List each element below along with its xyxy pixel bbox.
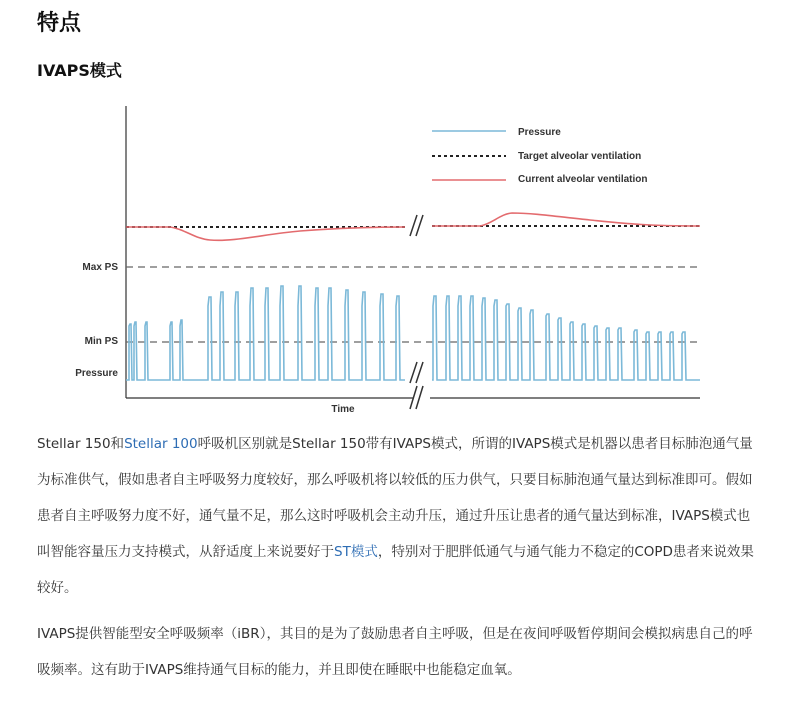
- para1-text-1: Stellar 150和: [37, 436, 125, 452]
- current-ventilation-curve-right: [432, 213, 700, 226]
- stellar-100-link[interactable]: Stellar 100: [124, 436, 198, 452]
- pressure-waveform-left: [126, 286, 405, 380]
- trace-break-mark-2: [416, 215, 423, 236]
- ivaps-diagram: [60, 96, 720, 426]
- min-ps-label: Min PS: [84, 336, 118, 347]
- time-axis-label: Time: [331, 404, 355, 415]
- legend-pressure-label: Pressure: [518, 127, 561, 138]
- trace-break-mark-1: [410, 215, 417, 236]
- legend-current-label: Current alveolar ventilation: [518, 174, 648, 185]
- pressure-axis-label: Pressure: [75, 368, 118, 379]
- legend-target-label: Target alveolar ventilation: [518, 151, 642, 162]
- page-heading: 特点: [37, 11, 82, 36]
- axis-break-mark-2: [416, 386, 423, 409]
- current-ventilation-curve-left: [126, 227, 405, 240]
- para1-text-3: ，特别对于肥胖低通气与通气能力不稳定的COPD患者来说效果较好。: [37, 544, 754, 596]
- ivaps-figure: [60, 96, 720, 426]
- pressure-break-mark-1: [410, 362, 417, 383]
- pressure-waveform-right: [432, 296, 700, 380]
- section-heading: IVAPS模式: [37, 61, 122, 80]
- max-ps-label: Max PS: [82, 262, 118, 273]
- st-mode-link[interactable]: ST模式: [334, 544, 378, 560]
- pressure-break-mark-2: [416, 362, 423, 383]
- paragraph-ibr: IVAPS提供智能型安全呼吸频率（iBR），其目的是为了鼓励患者自主呼吸，但是在夜间呼吸暂停期间会模拟病患自己的呼吸频率。这有助于IVAPS维持通气目标的能力，并且即使在睡眠中也能稳定血氧。: [37, 626, 753, 678]
- para1-text-2: 呼吸机区别就是Stellar 150带有IVAPS模式，所谓的IVAPS模式是机器以患者目标肺泡通气量为标准供气，假如患者自主呼吸努力度较好，那么呼吸机将以较低的压力供气，只要目标肺泡通气量达到标准即可。假如患者自主呼吸努力度不好，通气量不足，那么这时呼吸机会主动升压，通过升压让患者的通气量达到标准，IVAPS模式也叫智能容量压力支持模式，从舒适度上来说要好于: [37, 436, 753, 560]
- paragraph-stellar-ivaps: [37, 426, 757, 606]
